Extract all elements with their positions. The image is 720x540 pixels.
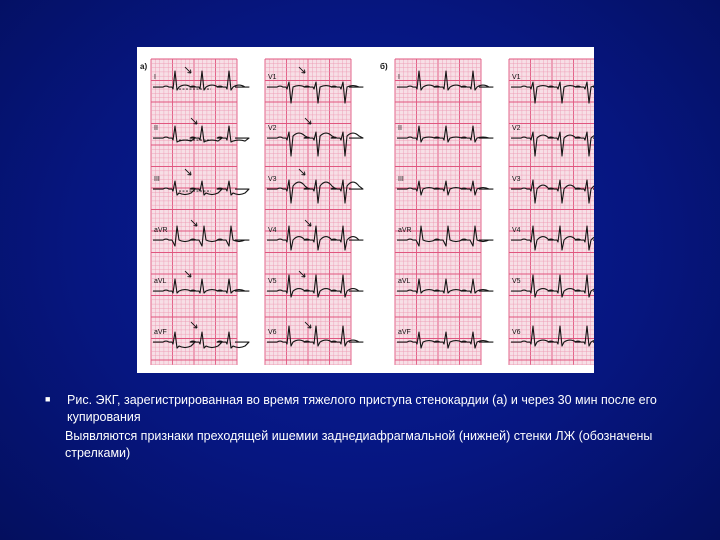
ecg-figure — [137, 47, 594, 373]
ecg-strip — [395, 59, 493, 365]
lead-label: V6 — [512, 329, 521, 337]
ecg-figure-svg — [137, 47, 594, 373]
lead-label: I — [154, 74, 156, 82]
lead-label: III — [398, 176, 404, 184]
ecg-strip — [509, 59, 594, 365]
caption-line-2: Выявляются признаки преходящей ишемии заднедиафрагмальной (нижней) стенки ЛЖ (обозначены стрелками) — [65, 429, 653, 460]
square-bullet-icon: ■ — [45, 394, 51, 404]
ecg-strip — [151, 59, 249, 365]
panel-label: а) — [140, 62, 148, 71]
lead-label: aVF — [154, 329, 167, 337]
lead-label: V3 — [268, 176, 277, 184]
lead-label: II — [398, 125, 402, 133]
lead-label: V1 — [268, 74, 277, 82]
lead-label: aVF — [398, 329, 411, 337]
lead-label: V5 — [268, 278, 277, 286]
lead-label: V4 — [268, 227, 277, 235]
lead-label: III — [154, 176, 160, 184]
lead-label: I — [398, 74, 400, 82]
ecg-strip — [265, 59, 363, 365]
lead-label: V2 — [268, 125, 277, 133]
lead-label: V5 — [512, 278, 521, 286]
lead-label: V4 — [512, 227, 521, 235]
caption-line-1: Рис. ЭКГ, зарегистрированная во время тяжелого приступа стенокардии (а) и через 30 мин после его купирования — [67, 393, 657, 424]
panel-label: б) — [380, 62, 388, 71]
lead-label: aVR — [154, 227, 168, 235]
lead-label: aVR — [398, 227, 412, 235]
lead-label: aVL — [398, 278, 411, 286]
lead-label: V3 — [512, 176, 521, 184]
lead-label: V1 — [512, 74, 521, 82]
lead-label: II — [154, 125, 158, 133]
lead-label: V6 — [268, 329, 277, 337]
lead-label: aVL — [154, 278, 167, 286]
lead-label: V2 — [512, 125, 521, 133]
